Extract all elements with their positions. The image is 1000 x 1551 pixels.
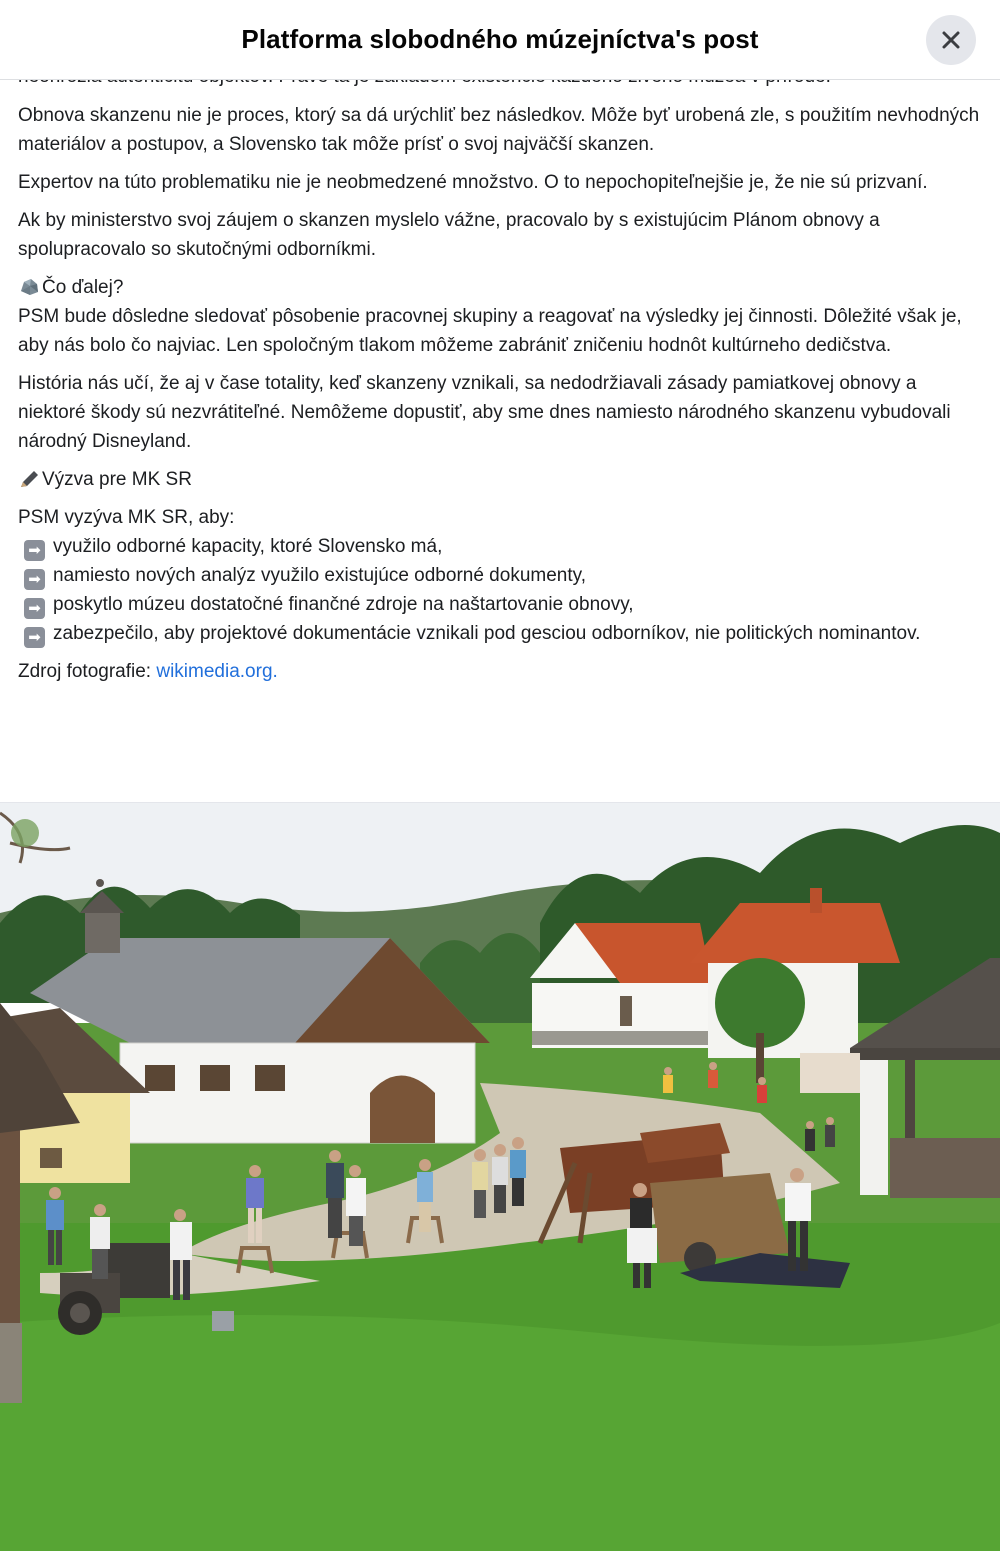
pencil-icon — [18, 469, 40, 489]
next-steps-heading-text: Čo ďalej? — [42, 277, 124, 298]
list-item — [18, 619, 982, 648]
next-steps-heading — [18, 273, 982, 302]
paragraph: Obnova skanzenu nie je proces, ktorý sa dá urýchliť bez následkov. Môže byť urobená zle, s použitím nevhodných materiálov a postupov, a Slovensko tak môže prísť o svoj najväčší skanzen. — [18, 105, 980, 155]
rock-icon — [18, 277, 40, 297]
list-item-text: poskytlo múzeu dostatočné finančné zdroje na naštartovanie obnovy, — [53, 594, 634, 615]
history-paragraph: História nás učí, že aj v čase totality, keď skanzeny vznikali, sa nedodržiavali zásady pamiatkovej obnovy a niektoré škody sú nezvrátiteľné. Nemôžeme dopustiť, aby sme dnes namiesto národného skanzenu vybudovali národný Disneyland. — [18, 373, 951, 452]
page-title: Platforma slobodného múzejníctva's post — [241, 24, 759, 54]
post-header — [0, 0, 1000, 80]
open-air-museum-photo[interactable] — [0, 803, 1000, 1551]
call-heading — [18, 465, 982, 494]
market-stall — [800, 1053, 860, 1093]
paragraph: Expertov na túto problematiku nie je neobmedzené množstvo. O to nepochopiteľnejšie je, že nie sú prizvaní. — [18, 172, 928, 193]
list-item-text: zabezpečilo, aby projektové dokumentácie vznikali pod gesciou odborníkov, nie politických nominantov. — [53, 623, 921, 644]
next-steps-text: PSM bude dôsledne sledovať pôsobenie pracovnej skupiny a reagovať na výsledky jej činnosti. Dôležité však je, aby nás bolo čo najviac. Len spoločným tlakom môžeme zabrániť zničeniu hodnôt kultúrneho dedičstva. — [18, 306, 962, 356]
list-item-text: využilo odborné kapacity, ktoré Slovensko má, — [53, 536, 443, 557]
paragraph: Ak by ministerstvo svoj záujem o skanzen myslelo vážne, pracovalo by s existujúcim Plánom obnovy a spolupracovalo so skutočnými odborníkmi. — [18, 210, 880, 260]
right-arrow-icon: ➡ — [24, 540, 45, 561]
photo-source — [18, 657, 982, 686]
close-button[interactable] — [926, 15, 976, 65]
list-item — [18, 590, 982, 619]
call-list — [18, 503, 982, 648]
call-heading-text: Výzva pre MK SR — [42, 469, 192, 490]
call-intro: PSM vyzýva MK SR, aby: — [18, 507, 235, 528]
post-text — [0, 80, 1000, 802]
close-icon — [940, 29, 962, 51]
right-arrow-icon: ➡ — [24, 569, 45, 590]
next-steps-section — [18, 273, 982, 360]
bucket — [212, 1311, 234, 1331]
list-item — [18, 561, 982, 590]
list-item-text: namiesto nových analýz využilo existujúce odborné dokumenty, — [53, 565, 586, 586]
source-link[interactable]: wikimedia.org. — [156, 661, 278, 682]
right-arrow-icon: ➡ — [24, 627, 45, 648]
right-arrow-icon: ➡ — [24, 598, 45, 619]
list-item — [18, 532, 982, 561]
source-label: Zdroj fotografie: — [18, 661, 152, 682]
